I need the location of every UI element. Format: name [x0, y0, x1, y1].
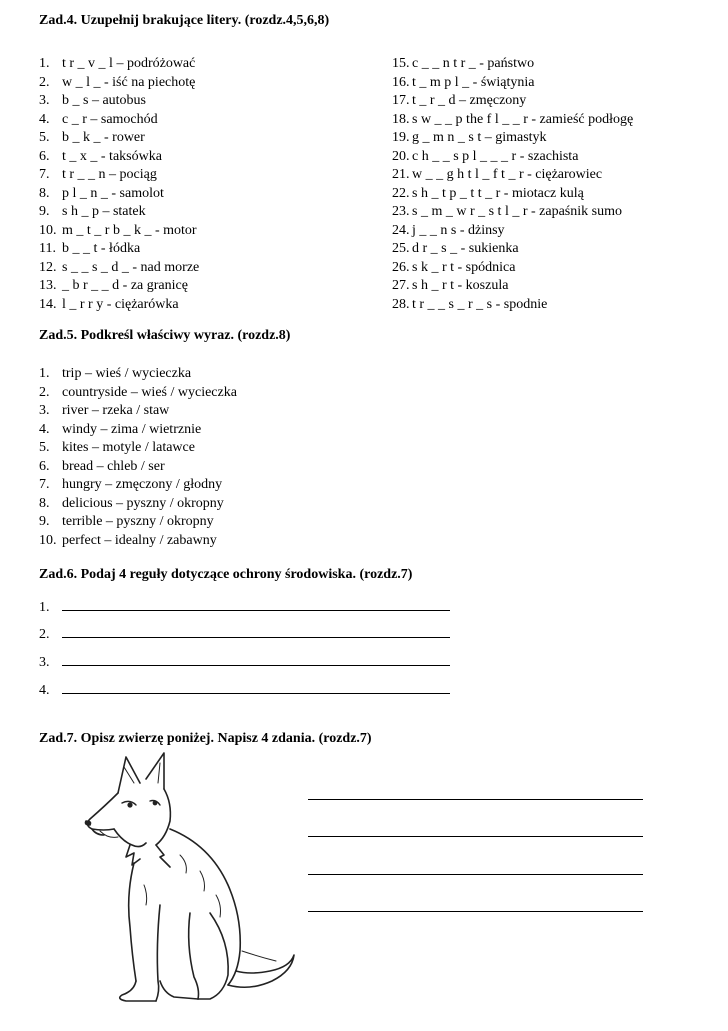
item-text: p l _ n _ - samolot	[62, 185, 164, 201]
list-item	[392, 74, 633, 93]
item-number: 13.	[39, 278, 57, 293]
item-text: s _ m _ w r _ s t l _ r - zapaśnik sumo	[412, 204, 622, 219]
list-item	[39, 166, 199, 185]
item-number: 2.	[39, 384, 50, 400]
list-item	[392, 296, 633, 315]
item-text: b _ s – autobus	[62, 93, 146, 108]
line-number: 3.	[39, 655, 50, 670]
item-text: s w _ _ p the f l _ _ r - zamieść podłogę	[412, 111, 634, 127]
item-number: 19.	[392, 130, 410, 145]
item-number: 5.	[39, 440, 50, 455]
item-text: l _ r r y - ciężarówka	[62, 296, 179, 312]
item-text: t r _ _ s _ r _ s - spodnie	[412, 296, 548, 312]
item-text: c h _ _ s p l _ _ _ r - szachista	[412, 148, 579, 164]
item-text: windy – zima / wietrznie	[62, 421, 202, 437]
zad4-left-list	[39, 55, 199, 314]
zad7-writing-line[interactable]	[308, 874, 643, 875]
item-text: t _ x _ - taksówka	[62, 148, 162, 164]
item-text: w _ l _ - iść na piechotę	[62, 74, 196, 90]
zad6-answer-line[interactable]	[39, 683, 450, 699]
item-number: 8.	[39, 185, 50, 201]
list-item	[392, 222, 633, 241]
item-number: 28.	[392, 296, 410, 312]
item-text: river – rzeka / staw	[62, 403, 170, 418]
item-text: c _ r – samochód	[62, 111, 158, 127]
item-number: 3.	[39, 93, 50, 108]
list-item	[39, 384, 237, 403]
list-item	[392, 185, 633, 204]
zad6-answer-line[interactable]	[39, 600, 450, 616]
item-number: 9.	[39, 514, 50, 529]
zad5-list	[39, 365, 237, 550]
item-text: kites – motyle / latawce	[62, 440, 195, 455]
item-text: c _ _ n t r _ - państwo	[412, 56, 535, 71]
item-text: t r _ v _ l – podróżować	[62, 56, 196, 71]
list-item	[39, 111, 199, 130]
list-item	[39, 365, 237, 384]
item-number: 7.	[39, 167, 50, 182]
list-item	[39, 203, 199, 222]
item-text: s k _ r t - spódnica	[412, 259, 516, 275]
list-item	[392, 203, 633, 222]
zad4-heading: Zad.4. Uzupełnij brakujące litery. (rozdz.4,5,6,8)	[39, 13, 330, 28]
list-item	[39, 148, 199, 167]
item-number: 12.	[39, 259, 57, 275]
list-item	[392, 259, 633, 278]
list-item	[39, 185, 199, 204]
item-number: 21.	[392, 167, 410, 182]
item-text: t _ r _ d – zmęczony	[412, 93, 527, 108]
item-number: 20.	[392, 148, 410, 164]
item-number: 25.	[392, 241, 410, 256]
item-number: 6.	[39, 148, 50, 164]
item-number: 6.	[39, 458, 50, 474]
answer-rule	[62, 636, 450, 638]
item-number: 18.	[392, 111, 410, 127]
item-number: 10.	[39, 532, 57, 548]
fox-illustration	[60, 745, 300, 1005]
list-item	[39, 296, 199, 315]
list-item	[39, 439, 237, 458]
item-text: perfect – idealny / zabawny	[62, 532, 217, 548]
list-item	[39, 513, 237, 532]
list-item	[392, 129, 633, 148]
item-number: 15.	[392, 56, 410, 71]
item-number: 8.	[39, 495, 50, 511]
list-item	[39, 55, 199, 74]
list-item	[39, 222, 199, 241]
item-number: 4.	[39, 111, 50, 127]
item-number: 16.	[392, 74, 410, 90]
list-item	[39, 277, 199, 296]
item-text: delicious – pyszny / okropny	[62, 495, 224, 511]
item-number: 14.	[39, 296, 57, 312]
item-number: 1.	[39, 56, 50, 71]
list-item	[39, 476, 237, 495]
answer-rule	[62, 664, 450, 666]
item-number: 26.	[392, 259, 410, 275]
list-item	[392, 148, 633, 167]
zad7-writing-line[interactable]	[308, 836, 643, 837]
item-number: 3.	[39, 403, 50, 418]
list-item	[39, 74, 199, 93]
item-text: s h _ r t - koszula	[412, 278, 509, 293]
item-number: 10.	[39, 222, 57, 238]
list-item	[39, 259, 199, 278]
item-text: m _ t _ r b _ k _ - motor	[62, 222, 197, 238]
item-number: 4.	[39, 421, 50, 437]
zad7-heading: Zad.7. Opisz zwierzę poniżej. Napisz 4 zdania. (rozdz.7)	[39, 731, 372, 746]
item-text: bread – chleb / ser	[62, 458, 165, 474]
line-number: 4.	[39, 683, 50, 698]
item-number: 2.	[39, 74, 50, 90]
item-text: s h _ p – statek	[62, 204, 146, 219]
item-number: 7.	[39, 477, 50, 492]
item-text: s h _ t p _ t t _ r - miotacz kulą	[412, 185, 584, 201]
item-number: 23.	[392, 204, 410, 219]
item-text: _ b r _ _ d - za granicę	[62, 278, 188, 293]
item-text: s _ _ s _ d _ - nad morze	[62, 259, 200, 275]
item-text: w _ _ g h t l _ f t _ r - ciężarowiec	[412, 167, 603, 182]
item-text: terrible – pyszny / okropny	[62, 514, 214, 529]
item-number: 5.	[39, 130, 50, 145]
item-text: d r _ s _ - sukienka	[412, 241, 519, 256]
zad5-heading: Zad.5. Podkreśl właściwy wyraz. (rozdz.8)	[39, 328, 291, 343]
list-item	[392, 55, 633, 74]
answer-rule	[62, 692, 450, 694]
list-item	[39, 402, 237, 421]
zad4-right-list	[392, 55, 633, 314]
item-number: 22.	[392, 185, 410, 201]
list-item	[39, 129, 199, 148]
item-text: b _ _ t - łódka	[62, 241, 141, 256]
item-text: t _ m p l _ - świątynia	[412, 74, 535, 90]
item-text: hungry – zmęczony / głodny	[62, 477, 223, 492]
zad6-heading: Zad.6. Podaj 4 reguły dotyczące ochrony środowiska. (rozdz.7)	[39, 567, 413, 582]
list-item	[39, 421, 237, 440]
zad7-writing-line[interactable]	[308, 799, 643, 800]
list-item	[392, 277, 633, 296]
item-text: countryside – wieś / wycieczka	[62, 384, 237, 400]
item-number: 11.	[39, 241, 56, 256]
item-text: g _ m n _ s t – gimastyk	[412, 130, 547, 145]
item-text: j _ _ n s - dżinsy	[412, 222, 505, 238]
list-item	[39, 495, 237, 514]
line-number: 1.	[39, 600, 50, 615]
list-item	[392, 92, 633, 111]
list-item	[392, 166, 633, 185]
item-number: 1.	[39, 366, 50, 381]
zad6-answer-line[interactable]	[39, 655, 450, 671]
list-item	[39, 532, 237, 551]
list-item	[39, 240, 199, 259]
zad6-answer-line[interactable]	[39, 627, 450, 643]
list-item	[392, 111, 633, 130]
item-number: 17.	[392, 93, 410, 108]
zad7-writing-line[interactable]	[308, 911, 643, 912]
list-item	[392, 240, 633, 259]
answer-rule	[62, 609, 450, 611]
item-number: 24.	[392, 222, 410, 238]
item-text: b _ k _ - rower	[62, 130, 145, 145]
line-number: 2.	[39, 627, 50, 642]
item-number: 27.	[392, 278, 410, 293]
item-text: t r _ _ n – pociąg	[62, 167, 157, 182]
item-text: trip – wieś / wycieczka	[62, 366, 192, 381]
item-number: 9.	[39, 204, 50, 219]
list-item	[39, 458, 237, 477]
list-item	[39, 92, 199, 111]
